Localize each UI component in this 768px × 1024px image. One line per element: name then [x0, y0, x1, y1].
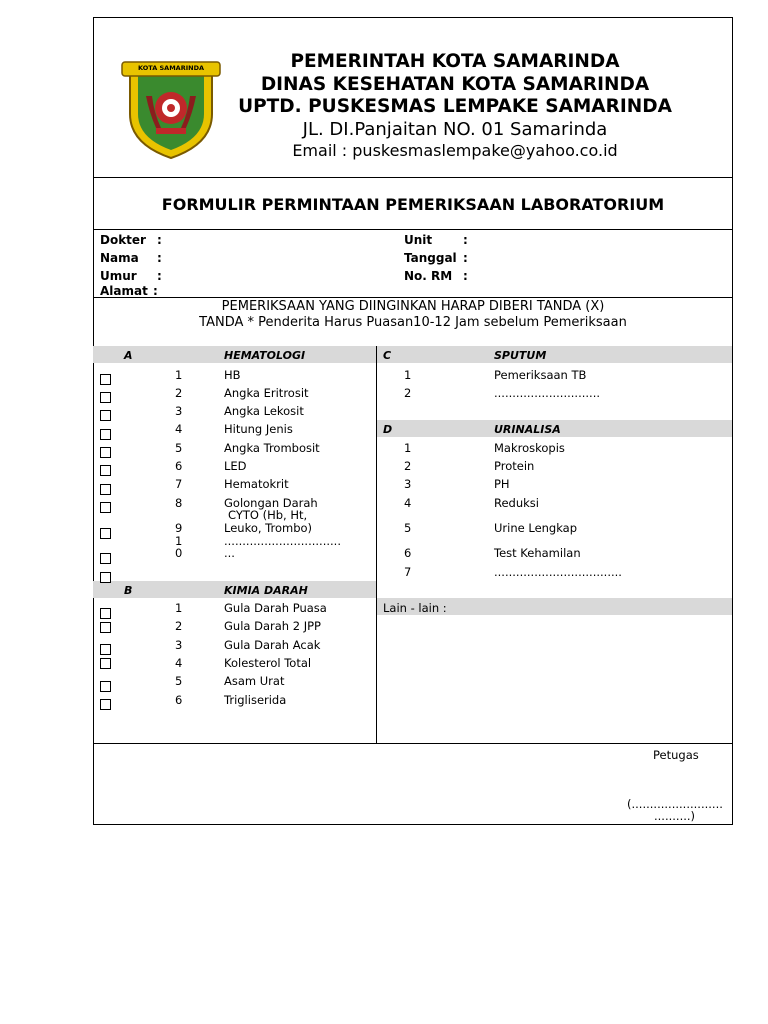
field-colon: :: [157, 233, 162, 247]
field-alamat[interactable]: [100, 284, 158, 298]
item-number: 7: [175, 477, 183, 491]
field-label: Nama: [100, 251, 139, 265]
item-name: Gula Darah 2 JPP: [224, 619, 321, 633]
form-title: FORMULIR PERMINTAAN PEMERIKSAAN LABORATORIUM: [161, 195, 665, 214]
item-name: Kolesterol Total: [224, 656, 312, 670]
section-c-band: [377, 346, 732, 363]
checkbox[interactable]: [100, 502, 111, 513]
section-b-title: KIMIA DARAH: [224, 584, 308, 597]
section-a-title: HEMATOLOGI: [224, 349, 306, 362]
petugas-label: Petugas: [653, 748, 699, 762]
checkbox[interactable]: [100, 572, 111, 583]
item-name: LED: [224, 459, 247, 473]
notice-line2: TANDA * Penderita Harus Puasan10-12 Jam sebelum Pemeriksaan: [199, 315, 627, 330]
item-number: 1: [404, 368, 412, 382]
section-d-title: URINALISA: [494, 423, 561, 436]
item-number: 0: [175, 546, 183, 560]
item-name: Leuko, Trombo): [224, 521, 313, 535]
divider-title: [93, 229, 733, 230]
item-name: .............................: [494, 386, 601, 400]
item-name: Pemeriksaan TB: [494, 368, 587, 382]
checkbox[interactable]: [100, 429, 111, 440]
checkbox[interactable]: [100, 608, 111, 619]
item-number: 7: [404, 565, 412, 579]
field-label: Umur: [100, 269, 137, 283]
item-number: 6: [404, 546, 412, 560]
lain-lain-label[interactable]: Lain - lain :: [383, 601, 447, 615]
item-number: 3: [404, 477, 412, 491]
item-name: Angka Eritrosit: [224, 386, 309, 400]
field-unit[interactable]: [404, 233, 468, 247]
item-number: 4: [404, 496, 412, 510]
item-name: Asam Urat: [224, 674, 285, 688]
item-number: 5: [404, 521, 412, 535]
section-c-title: SPUTUM: [494, 349, 547, 362]
item-name: Test Kehamilan: [494, 546, 581, 560]
section-d-letter: D: [383, 423, 393, 436]
item-number: 4: [175, 422, 183, 436]
item-number: 8: [175, 496, 183, 510]
divider-fields: [93, 297, 733, 298]
signature-line1: (.........................: [627, 797, 723, 811]
item-name: Hitung Jenis: [224, 422, 293, 436]
checkbox[interactable]: [100, 681, 111, 692]
field-label: Alamat: [100, 284, 148, 298]
item-number: 1: [175, 368, 183, 382]
checkbox[interactable]: [100, 484, 111, 495]
item-number: 1: [175, 601, 183, 615]
field-umur[interactable]: [100, 269, 162, 283]
item-name: ...: [224, 546, 235, 560]
item-number: 1: [404, 441, 412, 455]
field-colon: :: [153, 284, 158, 298]
field-tanggal[interactable]: [404, 251, 468, 265]
item-name: Reduksi: [494, 496, 539, 510]
item-number: 3: [175, 638, 183, 652]
notice-line1: PEMERIKSAAN YANG DIINGINKAN HARAP DIBERI TANDA (X): [221, 299, 605, 314]
field-colon: :: [463, 233, 468, 247]
checkbox[interactable]: [100, 658, 111, 669]
field-dokter[interactable]: [100, 233, 162, 247]
item-number: 3: [175, 404, 183, 418]
checkbox[interactable]: [100, 374, 111, 385]
item-number: 6: [175, 459, 183, 473]
item-name: Hematokrit: [224, 477, 289, 491]
section-b-letter: B: [124, 584, 133, 597]
divider-header: [93, 177, 733, 178]
checkbox[interactable]: [100, 553, 111, 564]
field-colon: :: [463, 251, 468, 265]
item-name: Trigliserida: [224, 693, 287, 707]
checkbox[interactable]: [100, 410, 111, 421]
field-label: Dokter: [100, 233, 146, 247]
checkbox[interactable]: [100, 644, 111, 655]
header-line3: UPTD. PUSKESMAS LEMPAKE SAMARINDA: [238, 96, 672, 117]
checkbox[interactable]: [100, 447, 111, 458]
checkbox[interactable]: [100, 528, 111, 539]
item-name: Protein: [494, 459, 535, 473]
item-name: HB: [224, 368, 241, 382]
logo-text: KOTA SAMARINDA: [138, 64, 204, 72]
section-a-letter: A: [124, 349, 133, 362]
field-label: No. RM: [404, 269, 453, 283]
item-number: 5: [175, 441, 183, 455]
checkbox[interactable]: [100, 465, 111, 476]
header-email: Email : puskesmaslempake@yahoo.co.id: [292, 141, 618, 160]
field-colon: :: [157, 251, 162, 265]
item-number: 9: [175, 521, 183, 535]
item-number: 1: [175, 534, 183, 548]
item-number: 5: [175, 674, 183, 688]
column-divider: [376, 346, 377, 743]
item-name: Gula Darah Acak: [224, 638, 321, 652]
item-name: CYTO (Hb, Ht,: [228, 508, 308, 522]
item-number: 2: [404, 386, 412, 400]
checkbox[interactable]: [100, 699, 111, 710]
item-number: 2: [404, 459, 412, 473]
item-name: Gula Darah Puasa: [224, 601, 327, 615]
item-number: 2: [175, 619, 183, 633]
item-number: 2: [175, 386, 183, 400]
item-name: Makroskopis: [494, 441, 565, 455]
field-label: Unit: [404, 233, 433, 247]
item-name: ...................................: [494, 565, 622, 579]
item-name: PH: [494, 477, 510, 491]
checkbox[interactable]: [100, 392, 111, 403]
header-line2: DINAS KESEHATAN KOTA SAMARINDA: [260, 74, 650, 95]
header-line1: PEMERINTAH KOTA SAMARINDA: [290, 51, 620, 72]
field-colon: :: [157, 269, 162, 283]
field-colon: :: [463, 269, 468, 283]
item-number: 6: [175, 693, 183, 707]
checkbox[interactable]: [100, 622, 111, 633]
field-nama[interactable]: [100, 251, 162, 265]
item-name: Angka Trombosit: [224, 441, 320, 455]
field-no-rm[interactable]: [404, 269, 468, 283]
item-name: ................................: [224, 534, 341, 548]
item-number: 4: [175, 656, 183, 670]
item-name: Golongan Darah: [224, 496, 318, 510]
header-address: JL. DI.Panjaitan NO. 01 Samarinda: [302, 119, 608, 140]
signature-line2: ..........): [654, 809, 696, 823]
item-name: Urine Lengkap: [494, 521, 578, 535]
item-name: Angka Lekosit: [224, 404, 304, 418]
section-c-letter: C: [383, 349, 392, 362]
divider-footer: [93, 743, 733, 744]
field-label: Tanggal: [404, 251, 457, 265]
